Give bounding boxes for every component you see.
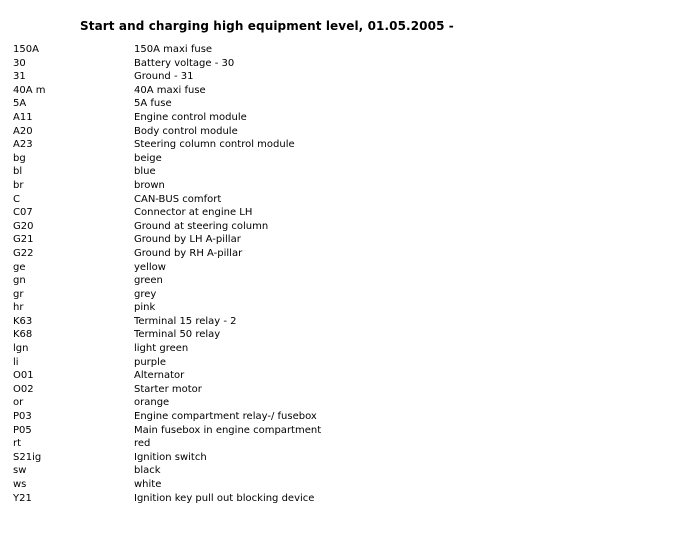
legend-description: Ignition key pull out blocking device (134, 492, 315, 504)
legend-row (13, 396, 653, 410)
legend-row (13, 328, 653, 342)
legend-description: 40A maxi fuse (134, 84, 206, 96)
legend-description: light green (134, 343, 189, 355)
legend-row (13, 315, 653, 329)
legend-code: K63 (13, 315, 33, 327)
legend-code: O01 (13, 370, 34, 382)
legend-row (13, 165, 653, 179)
legend-description: Ignition switch (134, 451, 207, 463)
legend-row (13, 179, 653, 193)
legend-row (13, 261, 653, 275)
legend-description: Ground at steering column (134, 220, 269, 232)
legend-code: C07 (13, 207, 33, 219)
legend-description: Terminal 15 relay - 2 (134, 315, 237, 327)
legend-description: Ground - 31 (134, 71, 194, 83)
legend-row (13, 301, 653, 315)
legend-row (13, 206, 653, 220)
legend-description: Main fusebox in engine compartment (134, 424, 322, 436)
legend-row (13, 70, 653, 84)
legend-code: 150A (13, 44, 39, 55)
legend-code: A20 (13, 125, 33, 137)
legend-row (13, 43, 653, 57)
legend-code: or (13, 397, 24, 409)
legend-row (13, 97, 653, 111)
legend-row (13, 84, 653, 98)
legend-code: P03 (13, 411, 32, 423)
legend-code: hr (13, 302, 24, 314)
legend-description: Engine control module (134, 111, 247, 123)
legend-code: S21ig (13, 451, 42, 463)
legend-description: beige (134, 152, 162, 164)
legend-code: G22 (13, 247, 34, 259)
legend-row (13, 288, 653, 302)
legend-row (13, 111, 653, 125)
legend-code: A11 (13, 111, 33, 123)
legend-description: Steering column control module (134, 139, 295, 151)
legend-row (13, 437, 653, 451)
legend-code: ws (13, 479, 27, 490)
legend-row (13, 492, 653, 506)
legend-description: 150A maxi fuse (134, 44, 213, 55)
legend-row (13, 138, 653, 152)
legend-code: ge (13, 261, 26, 273)
legend-description: Connector at engine LH (134, 207, 253, 219)
legend-row (13, 383, 653, 397)
legend-code: G21 (13, 234, 34, 246)
legend-code: G20 (13, 220, 34, 232)
legend-code: C (13, 193, 20, 205)
legend-row (13, 125, 653, 139)
legend-code: 5A (13, 98, 27, 110)
legend-description: Ground by RH A-pillar (134, 247, 243, 259)
legend-row (13, 424, 653, 438)
legend-description: grey (134, 288, 157, 300)
legend-code: P05 (13, 424, 32, 436)
legend-row (13, 220, 653, 234)
legend-row (13, 193, 653, 207)
legend-code: 30 (13, 57, 26, 69)
legend-row (13, 247, 653, 261)
legend-description: CAN-BUS comfort (134, 193, 222, 205)
legend-description: white (134, 479, 162, 490)
legend-row (13, 369, 653, 383)
legend-list (13, 43, 653, 505)
legend-description: pink (134, 302, 156, 314)
page-title: Start and charging high equipment level, 01.05.2005 - (80, 19, 454, 33)
legend-code: bl (13, 166, 23, 178)
legend-code: gn (13, 275, 26, 287)
legend-code: Y21 (13, 492, 32, 504)
legend-description: Starter motor (134, 383, 202, 395)
legend-description: Terminal 50 relay (134, 329, 221, 341)
legend-row (13, 57, 653, 71)
legend-row (13, 410, 653, 424)
legend-description: Alternator (134, 370, 185, 382)
legend-code: rt (13, 438, 22, 450)
legend-row (13, 233, 653, 247)
legend-code: li (13, 356, 19, 368)
legend-description: black (134, 465, 161, 477)
legend-description: purple (134, 356, 167, 368)
legend-row (13, 342, 653, 356)
legend-code: bg (13, 152, 26, 164)
legend-code: 31 (13, 71, 26, 83)
legend-code: O02 (13, 383, 34, 395)
legend-row (13, 152, 653, 166)
legend-row (13, 464, 653, 478)
legend-description: Body control module (134, 125, 238, 137)
legend-code: br (13, 179, 24, 191)
legend-description: Ground by LH A-pillar (134, 234, 241, 246)
legend-code: gr (13, 288, 24, 300)
legend-row (13, 274, 653, 288)
legend-code: A23 (13, 139, 33, 151)
legend-description: orange (134, 397, 170, 409)
legend-description: yellow (134, 261, 166, 273)
legend-description: Battery voltage - 30 (134, 57, 235, 69)
legend-description: red (134, 438, 151, 450)
legend-description: brown (134, 179, 165, 191)
legend-code: lgn (13, 343, 29, 355)
legend-description: Engine compartment relay-/ fusebox (134, 411, 317, 423)
legend-code: sw (13, 465, 27, 477)
legend-description: green (134, 275, 163, 287)
legend-row (13, 356, 653, 370)
legend-code: 40A m (13, 84, 46, 96)
legend-code: K68 (13, 329, 33, 341)
legend-row (13, 478, 653, 492)
legend-row (13, 451, 653, 465)
legend-description: blue (134, 166, 156, 178)
legend-description: 5A fuse (134, 98, 172, 110)
